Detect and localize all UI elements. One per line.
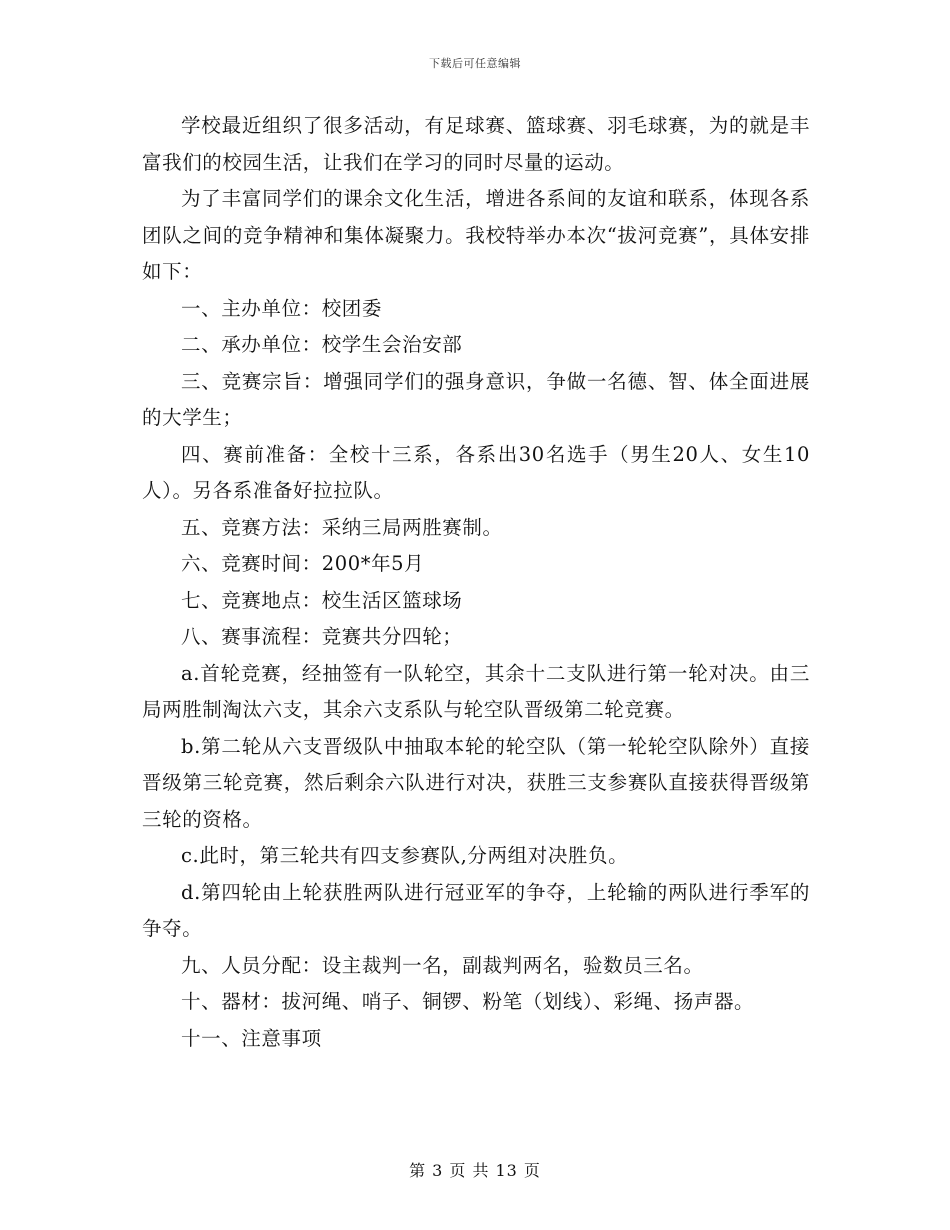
item-staff: 九、人员分配：设主裁判一名，副裁判两名，验数员三名。: [181, 953, 704, 977]
page-header-note: 下载后可任意编辑: [429, 57, 521, 70]
item-host: 二、承办单位：校学生会治安部: [181, 333, 463, 356]
page-suffix: 页: [523, 1161, 541, 1180]
paragraph-purpose: 为了丰富同学们的课余文化生活，增进各系间的友谊和联系，体现各系团队之间的竞争精神和集体凝聚力。我校特举办本次“拔河竞赛”，具体安排如下：: [142, 187, 810, 283]
item-equipment: 十、器材：拔河绳、哨子、铜锣、粉笔（划线）、彩绳、扬声器。: [181, 990, 755, 1013]
page-total-number: 13: [495, 1161, 518, 1180]
process-step-a: a.首轮竞赛，经抽签有一队轮空，其余十二支队进行第一轮对决。由三局两胜制淘汰六支，其余六支系队与轮空队晋级第二轮竞赛。: [142, 661, 810, 721]
item-method: 五、竞赛方法：采纳三局两胜赛制。: [181, 515, 503, 539]
item-notes: 十一、注意事项: [181, 1026, 322, 1050]
page-footer: [0, 1158, 950, 1181]
item-location: 七、竞赛地点：校生活区篮球场: [181, 588, 463, 612]
item-time: 六、竞赛时间：200*年5月: [181, 552, 425, 575]
paragraph-intro: 学校最近组织了很多活动，有足球赛、篮球赛、羽毛球赛，为的就是丰富我们的校园生活，让我们在学习的同时尽量的运动。: [142, 114, 810, 174]
page-mid: 页 共: [449, 1161, 490, 1180]
document-body: [142, 108, 810, 1057]
page-prefix: 第: [409, 1161, 427, 1180]
process-step-d: d.第四轮由上轮获胜两队进行冠亚军的争夺，上轮输的两队进行季军的争夺。: [142, 880, 810, 940]
process-step-c: c.此时，第三轮共有四支参赛队,分两组对决胜负。: [181, 844, 629, 867]
item-aim: 三、竞赛宗旨：增强同学们的强身意识，争做一名德、智、体全面进展的大学生；: [142, 369, 810, 429]
item-process: 八、赛事流程：竞赛共分四轮；: [181, 625, 463, 648]
item-organizer: 一、主办单位：校团委: [181, 296, 383, 320]
process-step-b: b.第二轮从六支晋级队中抽取本轮的轮空队（第一轮轮空队除外）直接晋级第三轮竞赛，然后剩余六队进行对决，获胜三支参赛队直接获得晋级第三轮的资格。: [142, 734, 810, 831]
item-preparation: 四、赛前准备：全校十三系，各系出30名选手（男生20人、女生10人）。另各系准备好拉拉队。: [142, 442, 810, 502]
page-current-number: 3: [432, 1161, 444, 1180]
